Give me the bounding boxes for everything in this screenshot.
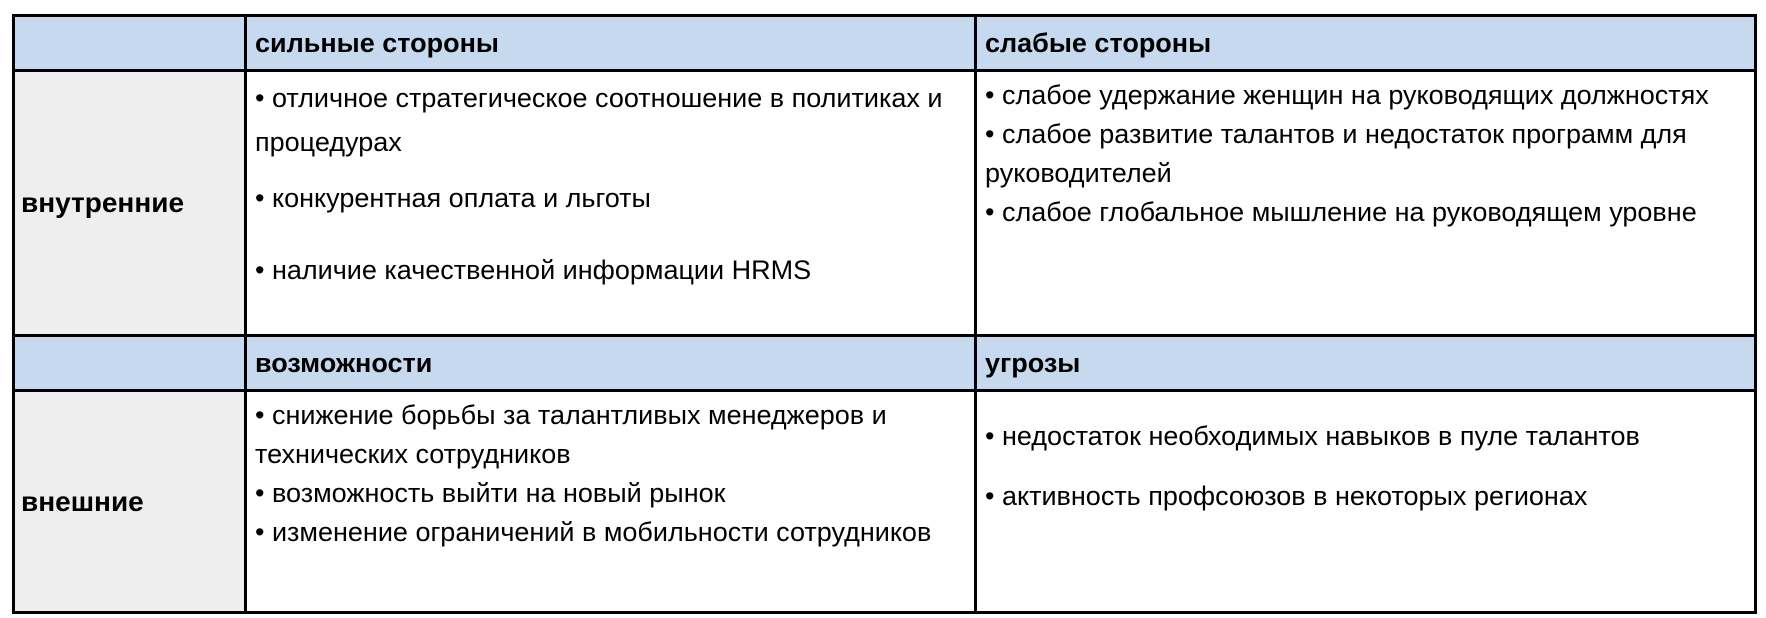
row-internal xyxy=(14,71,1756,336)
list-item: • слабое развитие талантов и недостаток программ для руководителей xyxy=(985,115,1744,193)
header-opportunities-cell xyxy=(246,336,976,391)
header-threats: угрозы xyxy=(985,347,1081,378)
list-item: • активность профсоюзов в некоторых регионах xyxy=(985,474,1744,518)
list-item: • возможность выйти на новый рынок xyxy=(255,474,964,513)
row-external xyxy=(14,391,1756,613)
weaknesses-cell xyxy=(976,71,1756,336)
row-label-external-cell xyxy=(14,391,246,613)
weaknesses-list xyxy=(977,72,1754,232)
header-threats-cell xyxy=(976,336,1756,391)
strengths-list xyxy=(247,72,974,292)
header-weaknesses: слабые стороны xyxy=(985,27,1212,58)
header-row-internal xyxy=(14,16,1756,71)
list-item: • недостаток необходимых навыков в пуле талантов xyxy=(985,414,1744,458)
strengths-cell xyxy=(246,71,976,336)
header-weaknesses-cell xyxy=(976,16,1756,71)
threats-list xyxy=(977,392,1754,518)
header-strengths-cell xyxy=(246,16,976,71)
threats-cell xyxy=(976,391,1756,613)
row-label-external: внешние xyxy=(21,485,144,517)
list-item: • изменение ограничений в мобильности сотрудников xyxy=(255,513,964,552)
header-corner-cell xyxy=(14,16,246,71)
opportunities-list xyxy=(247,392,974,552)
opportunities-cell xyxy=(246,391,976,613)
header-strengths: сильные стороны xyxy=(255,27,499,58)
list-item: • слабое глобальное мышление на руководящем уровне xyxy=(985,193,1744,232)
list-item: • наличие качественной информации HRMS xyxy=(255,248,964,292)
header-row-external xyxy=(14,336,1756,391)
list-item: • конкурентная оплата и льготы xyxy=(255,176,964,220)
swot-table xyxy=(12,14,1757,614)
list-item: • слабое удержание женщин на руководящих должностях xyxy=(985,76,1744,115)
list-item: • отличное стратегическое соотношение в политиках и процедурах xyxy=(255,76,964,164)
row-label-internal-cell xyxy=(14,71,246,336)
header-corner-cell-2 xyxy=(14,336,246,391)
row-label-internal: внутренние xyxy=(21,187,185,218)
header-opportunities: возможности xyxy=(255,347,433,378)
list-item: • снижение борьбы за талантливых менеджеров и технических сотрудников xyxy=(255,396,964,474)
